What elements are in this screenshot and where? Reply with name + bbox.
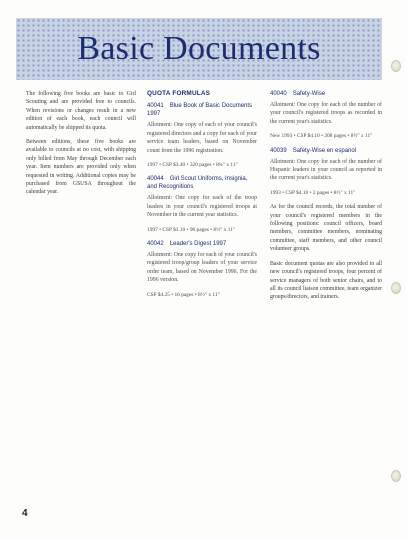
item-price: CSP $4.25 • 16 pages • 8½" x 11" — [147, 291, 220, 298]
item-name: Safety-Wise en espanol — [292, 147, 357, 154]
item-code: 40040 — [270, 91, 287, 97]
item-heading — [147, 102, 257, 118]
page-number: 4 — [22, 508, 28, 519]
item-heading — [147, 240, 257, 248]
item-description: Allotment: One copy for each of the number of your council's registered troops as recorded in the current year's statistics. — [270, 102, 382, 125]
page-title: Basic Documents — [77, 30, 321, 67]
item-price: 1993 • CSP $4.10 • 2 pages • 8½" x 11" — [270, 189, 356, 196]
item-code: 40044 — [147, 176, 164, 183]
item-code: 40039 — [270, 147, 287, 154]
item-description: Allotment: One copy of each of your council's registered directors and a copy for each of your service team leaders, based on November count from the 1996 registration. — [147, 122, 257, 154]
item-price: 1997 • CSP $3.40 • 320 pages • 8¾" x 11" — [147, 162, 238, 169]
item-code: 40042 — [147, 241, 164, 248]
item-description: Allotment: One copy for each of the troop leaders in your council's registered troops at November in the current year statistics. — [147, 195, 257, 219]
body-paragraph: As for the council records, the total number of your council's registered members in the following positions: council officers, board members, committee members, nominating committee, staff members, and other council volunteer groups. — [270, 204, 382, 253]
item-heading — [147, 175, 257, 191]
body-paragraph: Basic document quotas are also provided to all new council's registered troops, four percent of service managers of both senior chairs, and to all its council liaison committee, team organizer groups/directors, and trainers. — [270, 260, 382, 301]
item-name: Blue Book of Basic Documents 1997 — [147, 103, 253, 118]
item-name: Safety-Wise — [292, 91, 326, 97]
item-description: Allotment: One copy for each of the number of Hispanic leaders in your council as reported in the current year's statistics. — [270, 158, 382, 182]
intro-paragraph: Between editions, these five books are available to councils at no cost, with shipping only billed from May through December each year. Item numbers are provided only when requested in writing. Additional copies may be purchased from GSUSA throughout the calendar year. — [26, 139, 136, 196]
binder-hole-middle — [391, 282, 401, 294]
item-description: Allotment: One copy for each of your council's registered troop/group leaders of your service order team, based on November 1996. For the 1996 version. — [147, 252, 257, 284]
quota-column — [147, 90, 257, 305]
safety-column — [270, 90, 382, 308]
item-heading — [270, 147, 382, 155]
item-price: 1997 • CSP $3.10 • 96 pages • 8½" x 11" — [147, 226, 236, 233]
binder-hole-bottom — [391, 470, 401, 482]
item-code: 40041 — [147, 103, 164, 110]
intro-paragraph: The following five books are basic to Girl Scouting and are provided free to councils. When revisions or changes result in a new edition of each book, each council will automatically be shipped its quota. — [26, 91, 136, 131]
section-heading: QUOTA FORMULAS — [147, 90, 211, 97]
intro-column — [26, 90, 136, 203]
item-price: New 1993 • CSP $4.10 • 208 pages • 8½" x 11" — [270, 133, 373, 140]
item-name: Girl Scout Uniforms, Insignia, and Recognitions — [147, 176, 248, 191]
item-name: Leader's Digest 1997 — [169, 241, 227, 248]
title-banner — [16, 18, 382, 80]
item-heading — [270, 90, 382, 98]
binder-hole-top — [391, 60, 401, 72]
